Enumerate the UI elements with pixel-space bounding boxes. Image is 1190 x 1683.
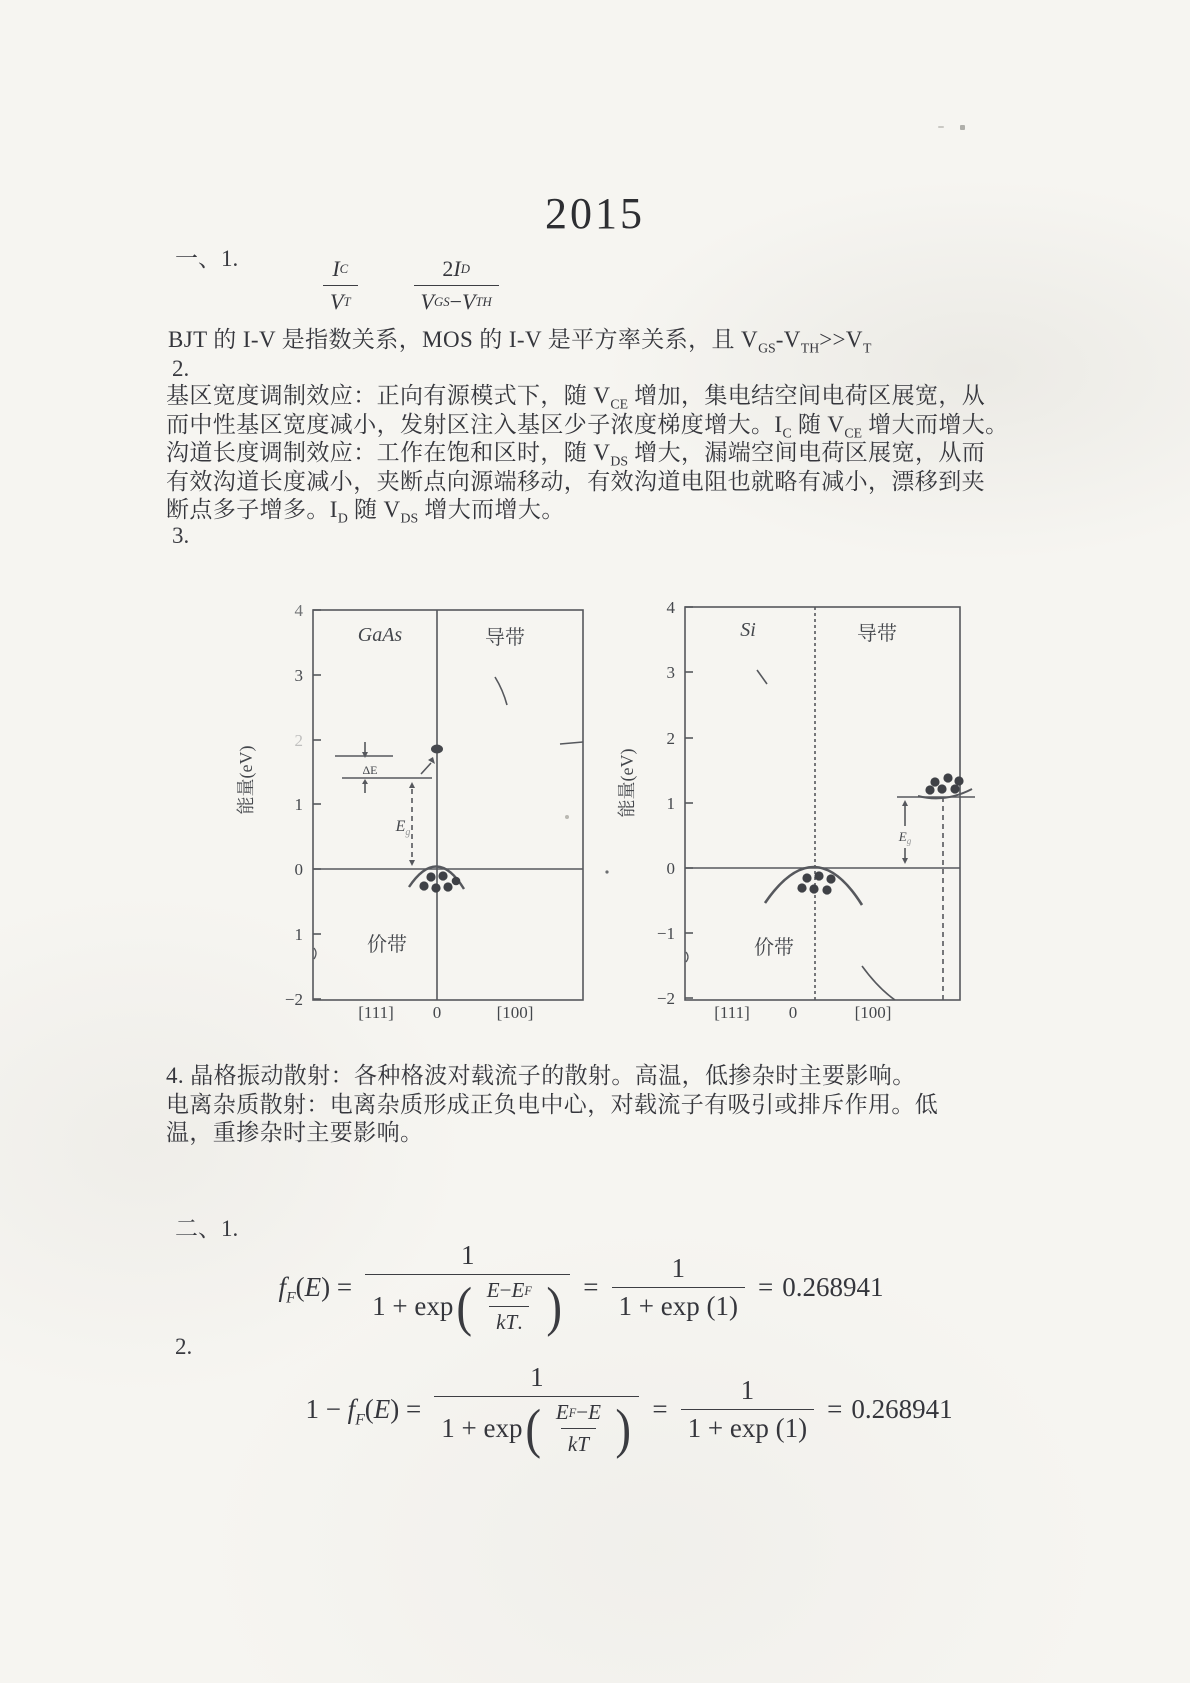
svg-text:3: 3 — [666, 663, 675, 682]
f2-equals-1: = — [652, 1394, 668, 1424]
si-electron-dots — [925, 773, 963, 794]
modulation-effect-paragraph — [166, 382, 1009, 525]
bjt-mos-comparison-line: BJT 的 I-V 是指数关系，MOS 的 I-V 是平方率关系，且 $V_{GS}-V_{TH}>>V_T$ — [168, 327, 872, 356]
scan-speck — [960, 125, 965, 130]
f2-equals-2: = — [827, 1394, 843, 1424]
section1-label: 一、1. — [175, 246, 239, 271]
si-material-label: Si — [740, 619, 756, 641]
text-line: 温，重掺杂时主要影响。 — [166, 1120, 424, 1145]
section2-q2-label: 2. — [175, 1334, 193, 1359]
svg-text:0: 0 — [666, 859, 675, 878]
gm-bjt-denominator: V T — [323, 285, 358, 315]
si-valence-band-label: 价带 — [754, 937, 794, 959]
band-diagrams-figure — [225, 592, 995, 1032]
svg-text:2: 2 — [294, 731, 303, 750]
gaas-ytick-marks — [313, 610, 321, 999]
si-band-fragment-bottom — [862, 966, 895, 1000]
right-paren: ) — [546, 1275, 562, 1337]
gaas-conduction-band-label: 导带 — [485, 627, 525, 649]
fermi-function-formula — [0, 1240, 1176, 1335]
text-line: 有效沟道长度减小，夹断点向源端移动，有效沟道电阻也就略有减小，漂移到夹 — [166, 468, 985, 494]
f2-result: 0.268941 — [851, 1394, 953, 1424]
gaas-xtick-labels — [358, 1003, 533, 1022]
gaas-material-label: GaAs — [357, 624, 403, 646]
question3-label: 3. — [172, 523, 190, 548]
si-ytick-labels — [657, 598, 676, 1008]
f1-second-fraction: $\frac{1}{1 + \exp (1)}$ — [612, 1253, 745, 1322]
text-line: 断点多子增多。$I_D$ 随 $V_{DS}$ 增大而增大。 — [166, 497, 565, 526]
left-paren: ( — [456, 1275, 473, 1337]
svg-text:3: 3 — [294, 666, 303, 685]
svg-text:1: 1 — [666, 794, 675, 813]
gaas-eg-arrow — [409, 782, 415, 866]
gaas-junction-arrow — [421, 763, 431, 774]
svg-text:0: 0 — [294, 860, 303, 879]
si-energy-axis-label: 能量(eV) — [617, 748, 637, 818]
f1-inner-fraction: E − E F kT . — [486, 1278, 532, 1334]
complement-fermi-function-formula — [34, 1362, 1190, 1457]
svg-text:[111]: [111] — [358, 1003, 394, 1022]
gaas-cb-fragment — [495, 677, 507, 705]
si-xtick-labels — [714, 1003, 891, 1022]
svg-text:2: 2 — [666, 729, 675, 748]
svg-text:0: 0 — [788, 1003, 798, 1022]
f2-main-fraction: 1 1 + exp ( E F − E kT ) — [434, 1362, 639, 1457]
si-eg-label: $E_g$ — [898, 829, 912, 846]
text-line: 基区宽度调制效应：正向有源模式下，随 $V_{CE}$ 增加，集电结空间电荷区展宽，从 — [166, 383, 986, 412]
gm-mos-denominator: V GS − V TH — [414, 285, 499, 315]
si-plot-box — [685, 607, 960, 1000]
formula-gm-bjt — [323, 256, 358, 315]
gaas-right-valley-dash — [560, 742, 583, 744]
gaas-band-diagram — [313, 610, 583, 1000]
gaas-valence-band-label: 价带 — [367, 934, 407, 956]
svg-text:4: 4 — [294, 601, 303, 620]
f1-result: 0.268941 — [782, 1272, 884, 1302]
text-line: 沟道长度调制效应：工作在饱和区时，随 $V_{DS}$ 增大，漏端空间电荷区展宽，从而 — [166, 440, 986, 469]
text-line: 电离杂质散射：电离杂质形成正负电中心，对载流子有吸引或排斥作用。低 — [166, 1091, 939, 1117]
gaas-plot-box — [313, 610, 583, 1000]
left-paren: ( — [525, 1397, 542, 1459]
gaas-valley-gap-label: ΔE — [362, 763, 378, 777]
gaas-ytick-labels — [285, 601, 304, 1009]
f1-equals-1: = — [583, 1272, 599, 1302]
f2-second-fraction: $\frac{1}{1 + \exp (1)}$ — [681, 1375, 814, 1444]
text-line: 而中性基区宽度减小，发射区注入基区少子浓度梯度增大。$I_C$ 随 $V_{CE}$ 增大而增大。 — [166, 411, 1009, 441]
si-conduction-band-label: 导带 — [857, 623, 897, 645]
f2-lhs: $1 - f_F(E)$ = — [305, 1394, 422, 1429]
svg-text:0: 0 — [432, 1003, 442, 1022]
f1-main-fraction: 1 1 + exp ( E − E F kT . ) — [365, 1240, 570, 1335]
svg-text:−2: −2 — [656, 989, 675, 1008]
gm-mos-numerator: 2 I D — [442, 256, 470, 281]
svg-text:[100]: [100] — [496, 1003, 534, 1022]
f2-inner-fraction: E F − E kT — [555, 1400, 601, 1456]
svg-text:[111]: [111] — [714, 1003, 750, 1022]
si-cb-fragment — [757, 670, 767, 684]
svg-text:−1: −1 — [656, 924, 675, 943]
right-paren: ) — [615, 1397, 632, 1459]
gaas-eg-label: $E_g$ — [395, 818, 411, 838]
section2-label: 二、1. — [175, 1216, 239, 1241]
gaas-energy-axis-label: 能量(eV) — [236, 745, 256, 815]
svg-text:1: 1 — [294, 925, 303, 944]
gm-bjt-numerator: I C — [332, 256, 349, 281]
question2-label: 2. — [172, 356, 190, 381]
formula-gm-mos — [414, 256, 499, 315]
text-line: 4. 晶格振动散射：各种格波对载流子的散射。高温，低掺杂时主要影响。 — [166, 1063, 916, 1088]
gamma-valley-blob — [431, 745, 443, 754]
svg-text:[100]: [100] — [854, 1003, 892, 1022]
scattering-paragraph — [166, 1062, 938, 1148]
scan-speck — [938, 126, 944, 128]
transconductance-formulas — [323, 256, 499, 315]
svg-text:1: 1 — [294, 795, 303, 814]
si-hole-electron-dots — [797, 871, 835, 894]
page-title: 2015 — [545, 189, 645, 238]
si-ytick-marks — [685, 607, 693, 998]
f1-lhs: $f_F(E)$ = — [278, 1272, 353, 1307]
svg-text:−2: −2 — [284, 990, 303, 1009]
svg-text:4: 4 — [666, 598, 675, 617]
f1-equals-2: = — [757, 1272, 774, 1302]
